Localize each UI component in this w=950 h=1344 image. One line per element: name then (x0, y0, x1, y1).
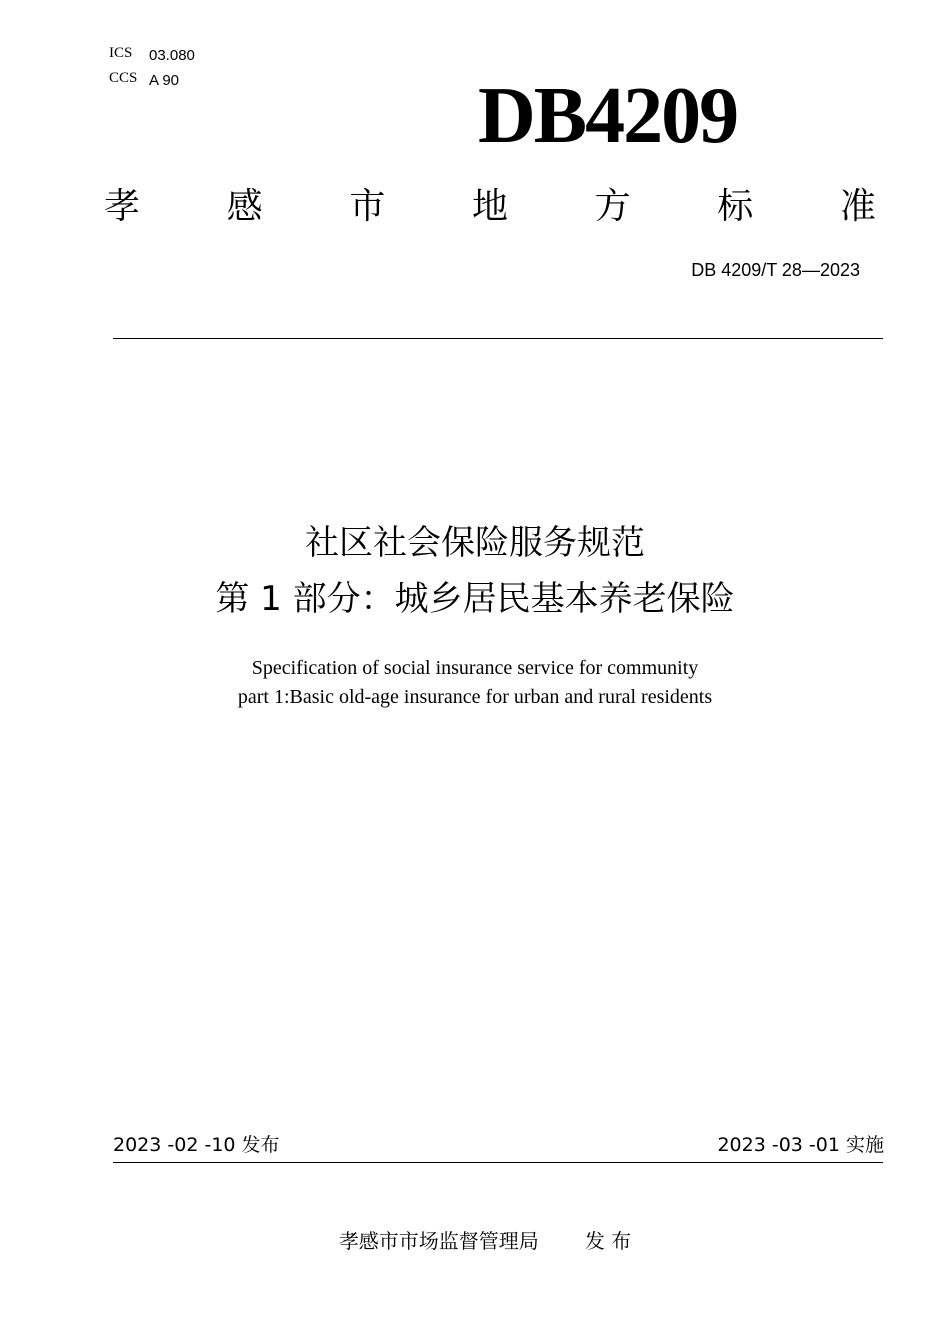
standard-number: DB 4209/T 28—2023 (691, 260, 860, 280)
standard-type (104, 185, 876, 229)
implement-date: 2023 -03 -01 实施 (717, 1134, 884, 1156)
standard-type-char: 准 (839, 186, 876, 227)
standard-type-char: 感 (226, 186, 263, 227)
title-zh-line-1: 社区社会保险服务规范 (305, 523, 645, 563)
footer-divider (113, 1162, 883, 1163)
standard-code: DB4209 (478, 72, 738, 160)
title-en-line-2: part 1:Basic old-age insurance for urban and rural residents (237, 686, 713, 708)
ccs-label: CCS (109, 70, 138, 86)
ics-value: 03.080 (149, 47, 195, 64)
standard-type-char: 市 (349, 186, 386, 227)
publish-date: 2023 -02 -10 发布 (113, 1134, 280, 1156)
standard-type-char: 孝 (104, 186, 141, 227)
standard-type-char: 方 (594, 186, 631, 227)
issuer-action: 发 布 (584, 1229, 632, 1253)
standard-type-char: 标 (717, 186, 754, 227)
issuer-line (0, 1227, 950, 1255)
header-divider (113, 338, 883, 339)
ics-label: ICS (109, 45, 133, 61)
standard-type-char: 地 (471, 186, 508, 227)
title-en-line-1: Specification of social insurance service for community (251, 657, 699, 679)
issuer-name: 孝感市市场监督管理局 (338, 1229, 539, 1253)
ccs-value: A 90 (149, 72, 180, 89)
title-zh-line-2: 第 1 部分：城乡居民基本养老保险 (215, 579, 735, 619)
